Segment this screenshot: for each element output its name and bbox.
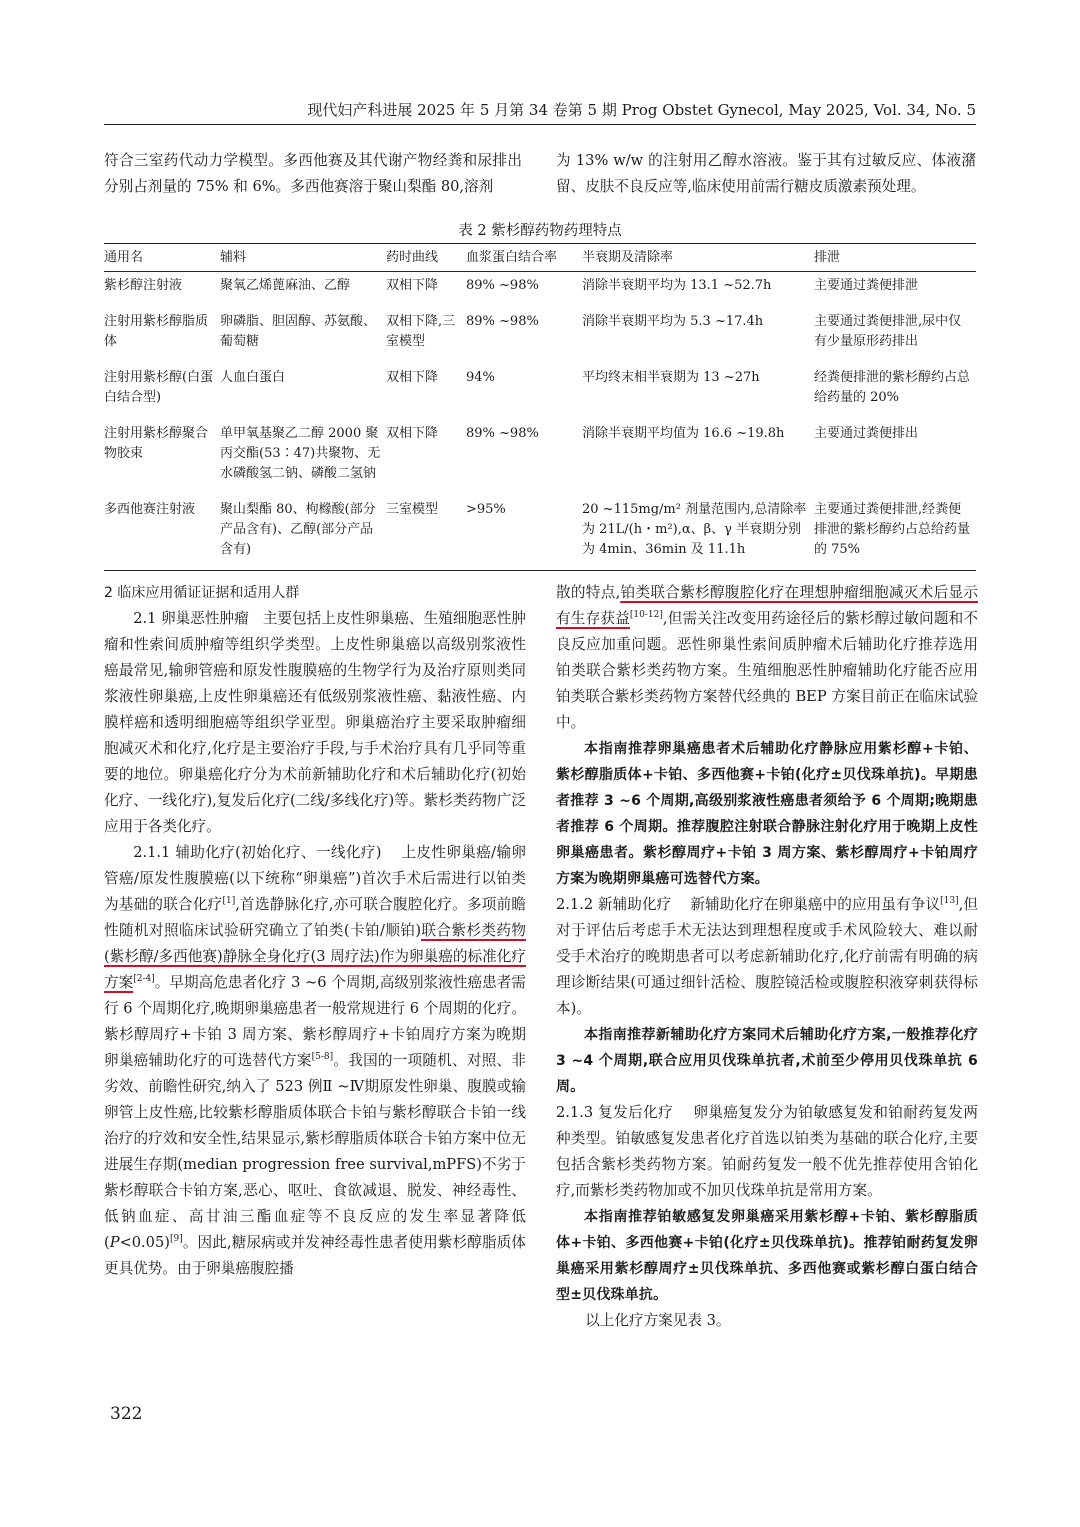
recommendation: 本指南推荐铂敏感复发卵巢癌采用紫杉醇+卡铂、紫杉醇脂质体+卡铂、多西他赛+卡铂(化疗±贝伐珠单抗)。推荐铂耐药复发卵巢癌采用紫杉醇周疗±贝伐珠单抗、多西他赛或紫杉醇白蛋白结合型±贝伐珠单抗。 bbox=[556, 1209, 978, 1303]
citation: [9] bbox=[169, 1234, 183, 1245]
subsection-heading: 2.1.1 辅助化疗(初始化疗、一线化疗) bbox=[133, 844, 382, 861]
paragraph bbox=[556, 580, 978, 736]
table-cell: 双相下降 bbox=[386, 370, 439, 385]
paragraph-text: <0.05) bbox=[119, 1234, 170, 1251]
citation: [10-12] bbox=[629, 610, 663, 621]
paragraph-text: 。我国的一项随机、对照、非劣效、前瞻性研究,纳入了 523 例Ⅱ ~Ⅳ期原发性卵巢、腹膜或输卵管上皮性癌,比较紫杉醇脂质体联合卡铂与紫杉醇联合卡铂一线治疗的疗效和安全性,结果显示,紫杉醇脂质体联合卡铂方案中位无进展生存期(median progression free survival,mPFS)不劣于紫杉醇联合卡铂方案,恶心、呕吐、食欲减退、脱发、神经毒性、低钠血症、高甘油三酯血症等不良反应的发生率显著降低( bbox=[104, 1052, 526, 1251]
table-cell: >95% bbox=[466, 496, 582, 571]
table-cell: 89% ~98% bbox=[466, 426, 539, 441]
table-cell: 平均终末相半衰期为 13 ~27h bbox=[582, 370, 760, 385]
drug-table bbox=[104, 243, 976, 571]
table-cell: 经粪便排泄的紫杉醇约占总给药量的 20% bbox=[814, 370, 971, 405]
table-cell: 消除半衰期平均为 5.3 ~17.4h bbox=[582, 314, 764, 329]
table-cell: 人血白蛋白 bbox=[220, 370, 286, 385]
table-cell: 三室模型 bbox=[386, 496, 466, 571]
paragraph-text: 卵巢癌复发分为铂敏感复发和铂耐药复发两种类型。铂敏感复发患者化疗首选以铂类为基础的联合化疗,主要包括含紫杉类药物方案。铂耐药复发一般不优先推荐使用含铂化疗,而紫杉类药物加或不加贝伐珠单抗是常用方案。 bbox=[556, 1104, 978, 1199]
highlighted-text: 铂类联合紫杉醇腹腔化疗在理想肿瘤细胞减灭术后显示有生存获益 bbox=[556, 584, 978, 627]
col-header: 排泄 bbox=[814, 244, 976, 272]
paragraph bbox=[556, 892, 978, 1022]
citation: [2-4] bbox=[133, 974, 155, 985]
highlighted-text: 联合紫杉类药物(紫杉醇/多西他赛)静脉全身化疗(3 周疗法)作为卵巢癌的标准化疗方案 bbox=[104, 922, 526, 991]
table-title: 表 2 紫杉醇药物药理特点 bbox=[458, 223, 622, 239]
table-cell: 消除半衰期平均为 13.1 ~52.7h bbox=[582, 278, 772, 293]
subsection-heading: 2.1 卵巢恶性肿瘤 bbox=[133, 610, 249, 627]
page-number: 322 bbox=[110, 1404, 143, 1424]
table-cell: 主要通过粪便排出 bbox=[814, 426, 919, 441]
paragraph-text: 主要包括上皮性卵巢癌、生殖细胞恶性肿瘤和性索间质肿瘤等组织学类型。上皮性卵巢癌以高级别浆液性癌最常见,输卵管癌和原发性腹膜癌的生物学行为及治疗原则类同浆液性卵巢癌,上皮性卵巢癌还有低级别浆液性癌、黏液性癌、内膜样癌和透明细胞癌等组织学亚型。卵巢癌治疗主要采取肿瘤细胞减灭术和化疗,化疗是主要治疗手段,与手术治疗具有几乎同等重要的地位。卵巢癌化疗分为术前新辅助化疗和术后辅助化疗(初始化疗、一线化疗),复发后化疗(二线/多线化疗)等。紫杉类药物广泛应用于各类化疗。 bbox=[104, 610, 526, 835]
subsection-heading: 2.1.3 复发后化疗 bbox=[556, 1104, 674, 1121]
table-cell: 20 ~115mg/m² 剂量范围内,总清除率为 21L/(h・m²),α、β、γ 半衰期分别为 4min、36min 及 11.1h bbox=[582, 496, 814, 571]
table-row bbox=[104, 364, 976, 420]
table-cell: 89% ~98% bbox=[466, 278, 539, 293]
running-header: 现代妇产科进展 2025 年 5 月第 34 卷第 5 期 Prog Obstet Gynecol, May 2025, Vol. 34, No. 5 bbox=[307, 101, 976, 119]
col-header: 通用名 bbox=[104, 244, 220, 272]
table-row bbox=[104, 420, 976, 496]
col-header: 药时曲线 bbox=[386, 244, 466, 272]
table-cell: 注射用紫杉醇脂质体 bbox=[104, 314, 209, 349]
top-right-text bbox=[556, 148, 976, 200]
recommendation: 本指南推荐卵巢癌患者术后辅助化疗静脉应用紫杉醇+卡铂、紫杉醇脂质体+卡铂、多西他赛+卡铂(化疗±贝伐珠单抗)。早期患者推荐 3 ~6 个周期,高级别浆液性癌患者须给予 6 个周期;晚期患者推荐 6 个周期。推荐腹腔注射联合静脉注射化疗用于晚期上皮性卵巢癌患者。紫杉醇周疗+卡铂 3 周方案、紫杉醇周疗+卡铂周疗方案为晚期卵巢癌可选替代方案。 bbox=[556, 741, 978, 887]
paragraph-text: 。早期高危患者化疗 3 ~6 个周期,高级别浆液性癌患者需行 6 个周期化疗,晚期卵巢癌患者一般常规进行 6 个周期的化疗。紫杉醇周疗+卡铂 3 周方案、紫杉醇周疗+卡铂周疗方案为晚期卵巢癌辅助化疗的可选替代方案 bbox=[104, 974, 526, 1069]
table-cell: 注射用紫杉醇(白蛋白结合型) bbox=[104, 370, 214, 405]
paragraph-text: 上皮性卵巢癌/输卵管癌/原发性腹膜癌(以下统称“卵巢癌”)首次手术后需进行以铂类为基础的联合化疗 bbox=[104, 844, 526, 913]
table-cell: 紫杉醇注射液 bbox=[104, 278, 183, 293]
table-cell: 多西他赛注射液 bbox=[104, 496, 220, 571]
paragraph-text: ,首选静脉化疗,亦可联合腹腔化疗。多项前瞻性随机对照临床试验研究确立了铂类(卡铂/顺铂) bbox=[104, 896, 526, 939]
table-cell: 卵磷脂、胆固醇、苏氨酸、葡萄糖 bbox=[220, 314, 377, 349]
paragraph bbox=[104, 840, 526, 1282]
paragraph-text: 散的特点, bbox=[556, 584, 621, 601]
recommendation: 本指南推荐新辅助化疗方案同术后辅助化疗方案,一般推荐化疗 3 ~4 个周期,联合应用贝伐珠单抗者,术前至少停用贝伐珠单抗 6 周。 bbox=[556, 1027, 978, 1095]
paragraph-text: ,但需关注改变用药途径后的紫杉醇过敏问题和不良反应加重问题。恶性卵巢性索间质肿瘤术后辅助化疗推荐选用铂类联合紫杉类药物方案。生殖细胞恶性肿瘤辅助化疗能否应用铂类联合紫杉类药物方案替代经典的 BEP 方案目前正在临床试验中。 bbox=[556, 610, 978, 731]
paragraph-text: 新辅助化疗在卵巢癌中的应用虽有争议 bbox=[690, 896, 941, 913]
p-value-label: P bbox=[109, 1234, 120, 1251]
table-row bbox=[104, 308, 976, 364]
paragraph: 为 13% w/w 的注射用乙醇水溶液。鉴于其有过敏反应、体液潴留、皮肤不良反应等,临床使用前需行糖皮质激素预处理。 bbox=[556, 152, 976, 195]
col-header: 辅料 bbox=[220, 244, 386, 272]
citation: [5-8] bbox=[311, 1052, 334, 1063]
subsection-heading: 2.1.2 新辅助化疗 bbox=[556, 896, 672, 913]
table-row bbox=[104, 272, 976, 309]
header-rule bbox=[104, 124, 976, 125]
top-left-text bbox=[104, 148, 522, 200]
table-cell: 消除半衰期平均值为 16.6 ~19.8h bbox=[582, 426, 785, 441]
table-cell: 94% bbox=[466, 370, 495, 385]
left-column bbox=[104, 580, 526, 1282]
table-row bbox=[104, 496, 976, 571]
table-header-row bbox=[104, 244, 976, 272]
table-cell: 双相下降,三室模型 bbox=[386, 314, 456, 349]
table-cell: 主要通过粪便排泄,尿中仅有少量原形药排出 bbox=[814, 314, 962, 349]
table-cell: 聚山梨酯 80、枸橼酸(部分产品含有)、乙醇(部分产品含有) bbox=[220, 496, 386, 571]
citation: [1] bbox=[222, 896, 236, 907]
citation: [13] bbox=[940, 896, 959, 907]
table-cell: 双相下降 bbox=[386, 278, 439, 293]
table-cell: 聚氧乙烯蓖麻油、乙醇 bbox=[220, 278, 351, 293]
table-cell: 89% ~98% bbox=[466, 314, 539, 329]
col-header: 血浆蛋白结合率 bbox=[466, 244, 582, 272]
paragraph bbox=[104, 606, 526, 840]
table-cell: 主要通过粪便排泄 bbox=[814, 278, 919, 293]
paragraph: 以上化疗方案见表 3。 bbox=[585, 1312, 731, 1329]
col-header: 半衰期及清除率 bbox=[582, 244, 814, 272]
paragraph bbox=[556, 1100, 978, 1204]
paragraph-text: 。因此,糖尿病或并发神经毒性患者使用紫杉醇脂质体更具优势。由于卵巢癌腹腔播 bbox=[104, 1234, 526, 1277]
right-column bbox=[556, 580, 978, 1334]
table-cell: 双相下降 bbox=[386, 426, 439, 441]
table-cell: 注射用紫杉醇聚合物胶束 bbox=[104, 426, 209, 461]
table-cell: 单甲氧基聚乙二醇 2000 聚丙交酯(53∶47)共聚物、无水磷酸氢二钠、磷酸二氢钠 bbox=[220, 426, 381, 481]
section-heading: 2 临床应用循证证据和适用人群 bbox=[104, 585, 300, 601]
table-cell: 主要通过粪便排泄,经粪便排泄的紫杉醇约占总给药量的 75% bbox=[814, 496, 976, 571]
paragraph: 符合三室药代动力学模型。多西他赛及其代谢产物经粪和尿排出分别占剂量的 75% 和 6%。多西他赛溶于聚山梨酯 80,溶剂 bbox=[104, 152, 522, 195]
paragraph-text: ,但对于评估后考虑手术无法达到理想程度或手术风险较大、难以耐受手术治疗的晚期患者可以考虑新辅助化疗,化疗前需有明确的病理诊断结果(可通过细针活检、腹腔镜活检或腹腔积液穿刺获得标本)。 bbox=[556, 896, 978, 1017]
